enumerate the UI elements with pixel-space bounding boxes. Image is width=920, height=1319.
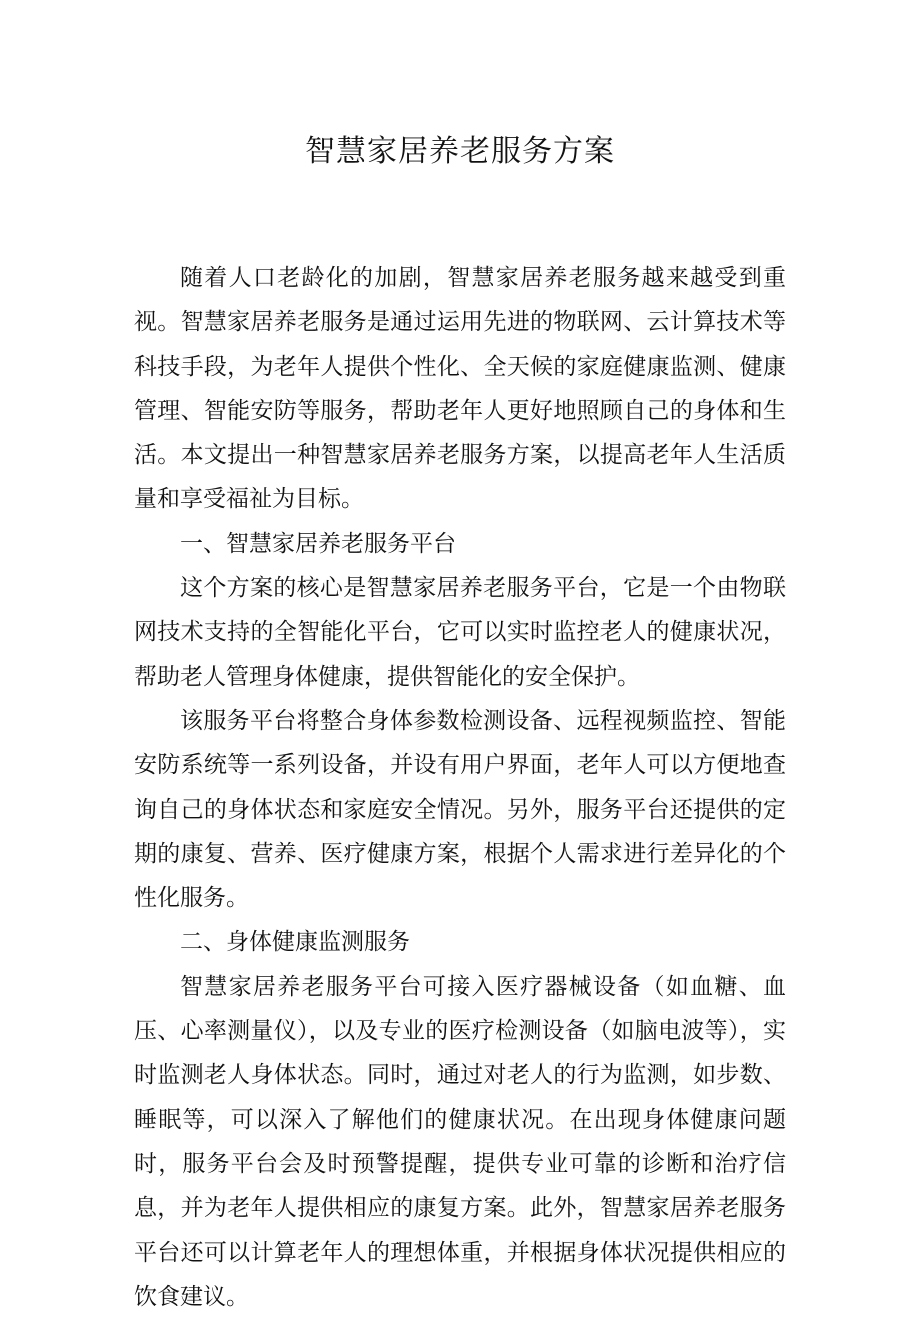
document-body — [134, 256, 786, 1319]
section-heading-platform: 一、智慧家居养老服务平台 — [180, 530, 456, 557]
section-heading-health-monitoring: 二、身体健康监测服务 — [180, 929, 410, 956]
paragraph-platform-core: 这个方案的核心是智慧家居养老服务平台，它是一个由物联网技术支持的全智能化平台，它可以实时监控老人的健康状况，帮助老人管理身体健康，提供智能化的安全保护。 — [134, 575, 786, 690]
document-title: 智慧家居养老服务方案 — [305, 134, 615, 169]
paragraph-health-monitoring: 智慧家居养老服务平台可接入医疗器械设备（如血糖、血压、心率测量仪），以及专业的医疗检测设备（如脑电波等），实时监测老人身体状态。同时，通过对老人的行为监测，如步数、睡眠等，可以深入了解他们的健康状况。在出现身体健康问题时，服务平台会及时预警提醒，提供专业可靠的诊断和治疗信息，并为老年人提供相应的康复方案。此外，智慧家居养老服务平台还可以计算老年人的理想体重，并根据身体状况提供相应的饮食建议。 — [134, 973, 786, 1310]
paragraph-intro: 随着人口老龄化的加剧，智慧家居养老服务越来越受到重视。智慧家居养老服务是通过运用先进的物联网、云计算技术等科技手段，为老年人提供个性化、全天候的家庭健康监测、健康管理、智能安防等服务，帮助老年人更好地照顾自己的身体和生活。本文提出一种智慧家居养老服务方案，以提高老年人生活质量和享受福祉为目标。 — [134, 265, 786, 513]
paragraph-platform-integration: 该服务平台将整合身体参数检测设备、远程视频监控、智能安防系统等一系列设备，并设有用户界面，老年人可以方便地查询自己的身体状态和家庭安全情况。另外，服务平台还提供的定期的康复、营养、医疗健康方案，根据个人需求进行差异化的个性化服务。 — [134, 707, 786, 912]
